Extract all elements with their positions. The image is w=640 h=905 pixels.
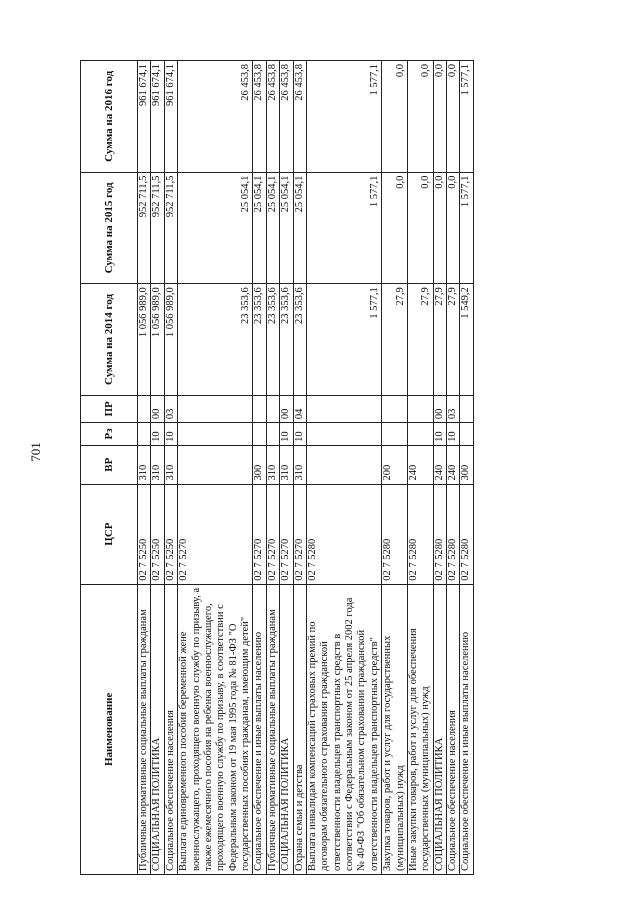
budget-table	[80, 60, 474, 875]
cell-sum-2015: 952 711,5	[164, 172, 177, 284]
cell-vr: 310	[293, 445, 306, 484]
cell-rz	[178, 423, 253, 446]
cell-name: Социальное обеспечение и иные выплаты населению	[253, 584, 266, 874]
cell-vr: 300	[460, 445, 473, 484]
cell-sum-2016: 26 453,8	[266, 61, 279, 173]
cell-name: СОЦИАЛЬНАЯ ПОЛИТИКА	[433, 584, 446, 874]
cell-sum-2014: 1 056 989,0	[164, 284, 177, 396]
cell-sum-2015: 25 054,1	[266, 172, 279, 284]
cell-rz	[266, 423, 279, 446]
cell-pr	[178, 395, 253, 422]
cell-name: Социальное обеспечение населения	[164, 584, 177, 874]
cell-csr: 02 7 5280	[407, 484, 433, 584]
cell-pr: 03	[447, 395, 460, 422]
table-row	[266, 61, 279, 875]
cell-sum-2014: 23 353,6	[293, 284, 306, 396]
cell-name: Выплата единовременного пособия беременной жене военнослужащего, проходящего военную службу по призыву, а также ежемесячного пособия на ребенка военнослужащего, проходящего военную службу по призыву, в соответствии с Федеральным законом от 19 мая 1995 года № 81-ФЗ "О государственных пособиях гражданам, имеющим детей"	[178, 584, 253, 874]
cell-sum-2015: 25 054,1	[178, 172, 253, 284]
cell-csr: 02 7 5270	[280, 484, 293, 584]
cell-rz: 10	[293, 423, 306, 446]
cell-sum-2014: 27,9	[407, 284, 433, 396]
header-csr: ЦСР	[81, 484, 138, 584]
header-pr: ПР	[81, 395, 138, 422]
cell-pr: 04	[293, 395, 306, 422]
cell-pr	[407, 395, 433, 422]
cell-sum-2015: 0,0	[447, 172, 460, 284]
cell-csr: 02 7 5270	[253, 484, 266, 584]
cell-rz	[306, 423, 381, 446]
cell-csr: 02 7 5270	[178, 484, 253, 584]
table-row	[433, 61, 446, 875]
cell-name: Охрана семьи и детства	[293, 584, 306, 874]
cell-sum-2014: 1 056 989,0	[151, 284, 164, 396]
cell-sum-2016: 0,0	[407, 61, 433, 173]
cell-csr: 02 7 5250	[164, 484, 177, 584]
cell-rz: 10	[433, 423, 446, 446]
cell-rz	[460, 423, 473, 446]
cell-sum-2014: 27,9	[447, 284, 460, 396]
table-row	[253, 61, 266, 875]
cell-sum-2016: 0,0	[382, 61, 408, 173]
cell-sum-2016: 961 674,1	[138, 61, 151, 173]
cell-sum-2014: 1 549,2	[460, 284, 473, 396]
cell-sum-2015: 1 577,1	[306, 172, 381, 284]
cell-sum-2015: 0,0	[382, 172, 408, 284]
cell-name: Социальное обеспечение населения	[447, 584, 460, 874]
cell-sum-2015: 0,0	[407, 172, 433, 284]
cell-sum-2016: 26 453,8	[178, 61, 253, 173]
cell-sum-2014: 27,9	[382, 284, 408, 396]
cell-sum-2014: 27,9	[433, 284, 446, 396]
cell-vr: 300	[253, 445, 266, 484]
cell-rz	[138, 423, 151, 446]
table-header-row	[81, 61, 138, 875]
cell-pr: 00	[280, 395, 293, 422]
cell-sum-2016: 961 674,1	[151, 61, 164, 173]
cell-rz: 10	[280, 423, 293, 446]
rotated-table-container	[80, 60, 555, 875]
cell-vr: 240	[447, 445, 460, 484]
cell-sum-2014: 23 353,6	[280, 284, 293, 396]
cell-sum-2016: 1 577,1	[306, 61, 381, 173]
cell-csr: 02 7 5280	[447, 484, 460, 584]
cell-name: Социальное обеспечение и иные выплаты населению	[460, 584, 473, 874]
cell-sum-2016: 0,0	[433, 61, 446, 173]
cell-vr: 310	[280, 445, 293, 484]
cell-sum-2014: 23 353,6	[266, 284, 279, 396]
cell-name: Выплата инвалидам компенсаций страховых премий по договорам обязательного страхования гражданской ответственности владельцев транспортных средств в соответствии с Федеральным законом от 25 апреля 2002 года № 40-ФЗ "Об обязательном страховании гражданской ответственности владельцев транспортных средств"	[306, 584, 381, 874]
cell-sum-2015: 0,0	[433, 172, 446, 284]
cell-vr: 310	[164, 445, 177, 484]
cell-vr: 310	[266, 445, 279, 484]
cell-rz	[253, 423, 266, 446]
cell-sum-2016: 26 453,8	[293, 61, 306, 173]
cell-vr: 240	[407, 445, 433, 484]
cell-name: СОЦИАЛЬНАЯ ПОЛИТИКА	[280, 584, 293, 874]
cell-rz	[382, 423, 408, 446]
page-number: 701	[28, 442, 43, 462]
table-row	[280, 61, 293, 875]
cell-rz	[407, 423, 433, 446]
cell-rz: 10	[447, 423, 460, 446]
cell-sum-2015: 952 711,5	[151, 172, 164, 284]
cell-csr: 02 7 5280	[433, 484, 446, 584]
table-row	[293, 61, 306, 875]
cell-name: Закупка товаров, работ и услуг для государственных (муниципальных) нужд	[382, 584, 408, 874]
cell-sum-2016: 26 453,8	[253, 61, 266, 173]
header-sum-2015: Сумма на 2015 год	[81, 172, 138, 284]
cell-csr: 02 7 5270	[266, 484, 279, 584]
cell-sum-2014: 1 577,1	[306, 284, 381, 396]
cell-sum-2014: 1 056 989,0	[138, 284, 151, 396]
cell-vr: 310	[138, 445, 151, 484]
cell-sum-2014: 23 353,6	[253, 284, 266, 396]
cell-pr	[306, 395, 381, 422]
cell-sum-2015: 1 577,1	[460, 172, 473, 284]
table-row	[460, 61, 473, 875]
table-row	[151, 61, 164, 875]
header-vr: ВР	[81, 445, 138, 484]
cell-pr	[253, 395, 266, 422]
cell-vr	[306, 445, 381, 484]
table-row	[178, 61, 253, 875]
cell-pr: 00	[433, 395, 446, 422]
cell-vr: 200	[382, 445, 408, 484]
table-row	[306, 61, 381, 875]
cell-pr: 03	[164, 395, 177, 422]
cell-rz: 10	[151, 423, 164, 446]
cell-name: Публичные нормативные социальные выплаты гражданам	[138, 584, 151, 874]
cell-pr	[138, 395, 151, 422]
cell-pr	[266, 395, 279, 422]
cell-sum-2015: 952 711,5	[138, 172, 151, 284]
cell-sum-2016: 26 453,8	[280, 61, 293, 173]
cell-csr: 02 7 5270	[293, 484, 306, 584]
cell-sum-2016: 1 577,1	[460, 61, 473, 173]
table-row	[447, 61, 460, 875]
table-row	[164, 61, 177, 875]
cell-sum-2015: 25 054,1	[280, 172, 293, 284]
cell-sum-2016: 961 674,1	[164, 61, 177, 173]
cell-sum-2016: 0,0	[447, 61, 460, 173]
cell-name: Иные закупки товаров, работ и услуг для обеспечения государственных (муниципальных) нужд	[407, 584, 433, 874]
cell-csr: 02 7 5280	[382, 484, 408, 584]
cell-pr: 00	[151, 395, 164, 422]
cell-pr	[460, 395, 473, 422]
cell-vr: 240	[433, 445, 446, 484]
cell-rz: 10	[164, 423, 177, 446]
cell-name: Публичные нормативные социальные выплаты гражданам	[266, 584, 279, 874]
header-name: Наименование	[81, 584, 138, 874]
header-sum-2016: Сумма на 2016 год	[81, 61, 138, 173]
cell-sum-2015: 25 054,1	[293, 172, 306, 284]
cell-sum-2014: 23 353,6	[178, 284, 253, 396]
cell-csr: 02 7 5250	[138, 484, 151, 584]
cell-name: СОЦИАЛЬНАЯ ПОЛИТИКА	[151, 584, 164, 874]
cell-csr: 02 7 5280	[460, 484, 473, 584]
cell-vr	[178, 445, 253, 484]
cell-csr: 02 7 5250	[151, 484, 164, 584]
table-row	[138, 61, 151, 875]
header-sum-2014: Сумма на 2014 год	[81, 284, 138, 396]
header-rz: Рз	[81, 423, 138, 446]
cell-pr	[382, 395, 408, 422]
table-row	[407, 61, 433, 875]
cell-sum-2015: 25 054,1	[253, 172, 266, 284]
cell-vr: 310	[151, 445, 164, 484]
cell-csr: 02 7 5280	[306, 484, 381, 584]
table-body	[138, 61, 474, 875]
table-row	[382, 61, 408, 875]
